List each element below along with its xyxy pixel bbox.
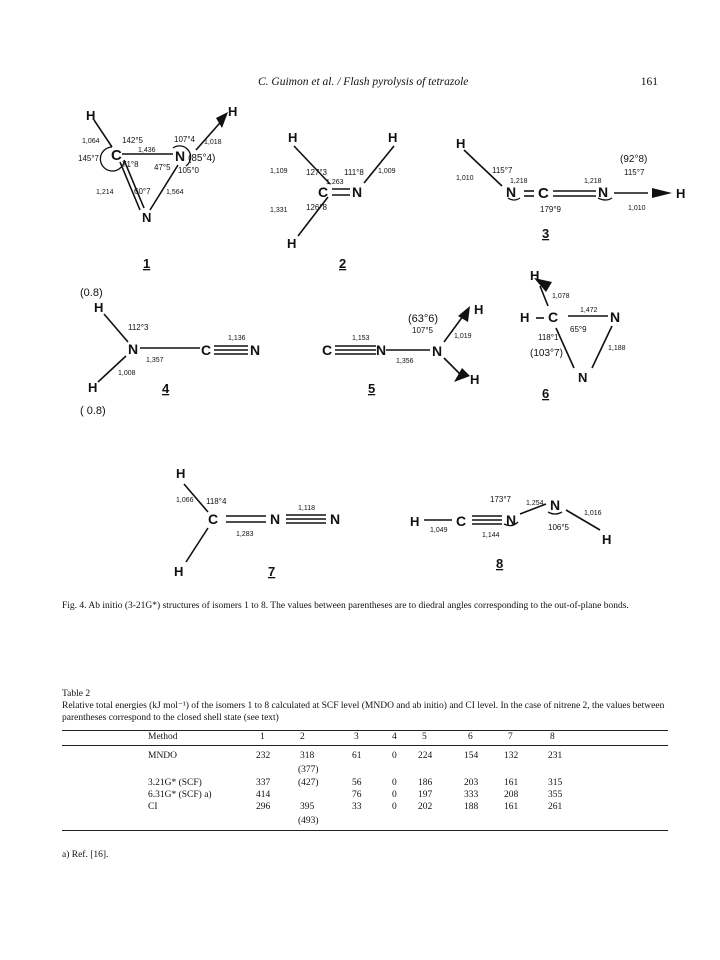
isomer-7-bond: 1,283 [236, 531, 254, 538]
isomer-2-atom-h-bottom: H [287, 236, 297, 251]
isomer-4-bond: 1,357 [146, 357, 164, 364]
isomer-1-angle: 145°7 [78, 154, 99, 163]
isomer-1-bond: 1,214 [96, 189, 114, 196]
isomer-5-atom-n-mid: N [376, 342, 387, 358]
isomer-7-bond: 1,066 [176, 497, 194, 504]
isomer-2-atom-h-top-right: H [388, 130, 398, 145]
isomer-5-dihedral: (63°6) [408, 313, 439, 325]
table-cell: 232 [256, 751, 271, 761]
isomer-7-angle: 118°4 [206, 497, 227, 506]
table-subrow [62, 764, 668, 777]
table-cell: 154 [464, 751, 479, 761]
isomer-8-angle: 173°7 [490, 495, 511, 504]
isomer-3-bond: 1,010 [628, 205, 646, 212]
header-method: Method [148, 732, 178, 742]
isomer-4-atom-h-top: H [94, 300, 104, 315]
table-cell: 315 [548, 778, 563, 788]
isomer-7-bond: 1,118 [298, 505, 315, 512]
isomer-5-atom-h-bottom: H [470, 372, 480, 387]
isomer-7-number: 7 [268, 564, 276, 579]
table-caption: Relative total energies (kJ mol⁻¹) of the isomers 1 to 8 calculated at SCF level (MNDO and ab initio) and CI level. In the case of nitrene 2, the values between parentheses correspond to the closed shell state (see text) [62, 701, 665, 723]
table-row [62, 801, 668, 815]
table-cell: 261 [548, 802, 563, 812]
isomer-2-atom-c: C [318, 184, 329, 200]
isomer-8-angle: 106°5 [548, 523, 569, 532]
figure-caption [62, 600, 668, 613]
isomer-8-atom-n-mid: N [506, 512, 517, 528]
row-method: 6.31G* (SCF) a) [148, 790, 212, 800]
isomer-4-dihedral-top: (0.8) [80, 287, 103, 299]
table-cell: 208 [504, 790, 519, 800]
header-col: 2 [300, 732, 305, 742]
isomer-1-bond: 1,436 [138, 147, 156, 154]
isomer-4-dihedral-bottom: ( 0.8) [80, 405, 106, 417]
table-cell: 224 [418, 751, 433, 761]
table-cell: 333 [464, 790, 479, 800]
table-cell: 0 [392, 778, 397, 788]
isomer-1-angle: 105°0 [178, 166, 199, 175]
isomer-1-dihedral: (85°4) [188, 153, 216, 164]
isomer-7-atom-c: C [208, 511, 219, 527]
isomer-1-angle: 60°7 [134, 187, 151, 196]
isomer-5-bond: 1,356 [396, 358, 414, 365]
table-cell: 56 [352, 778, 362, 788]
isomer-3-atom-h-left: H [456, 136, 466, 151]
isomer-6-number: 6 [542, 386, 550, 401]
table-cell: 33 [352, 802, 362, 812]
table-cell: 197 [418, 790, 433, 800]
table-cell: 296 [256, 802, 271, 812]
isomer-3-bond: 1,218 [510, 178, 528, 185]
isomer-3-bond: 1,010 [456, 175, 474, 182]
table-row [62, 750, 668, 764]
isomer-3-atom-n-right: N [598, 184, 609, 200]
isomer-2-angle: 111°8 [344, 168, 364, 177]
isomer-1-atom-n-bottom: N [142, 210, 152, 225]
row-method: 3.21G* (SCF) [148, 778, 202, 788]
isomer-5-number: 5 [368, 381, 376, 396]
isomer-8-bond: 1,049 [430, 527, 448, 534]
isomer-6-dihedral: (103°7) [530, 348, 563, 359]
isomer-8-atom-n-top: N [550, 497, 561, 513]
isomer-2-atom-h-top-left: H [288, 130, 298, 145]
isomer-3-angle: 115°7 [492, 166, 513, 175]
header-col: 3 [354, 732, 359, 742]
table-cell: 0 [392, 802, 397, 812]
row-method: MNDO [148, 751, 178, 761]
table-cell: (427) [298, 778, 319, 788]
isomer-6-bond: 1,188 [608, 345, 626, 352]
isomer-3-bond: 1,218 [584, 178, 602, 185]
isomer-3-atom-n-left: N [506, 184, 517, 200]
isomer-7-atom-h-top: H [176, 466, 186, 481]
table-cell: 188 [464, 802, 479, 812]
figure-caption-text: Ab initio (3-21G*) structures of isomers 1 to 8. The values between parentheses are to diedral angles corresponding to the out-of-plane bonds. [88, 601, 629, 611]
isomer-1-angle: 47°5 [154, 163, 171, 172]
isomer-4-angle: 112°3 [128, 323, 149, 332]
isomer-3-dihedral: (92°8) [620, 154, 648, 165]
isomer-4-atom-n: N [128, 341, 139, 357]
energy-table [62, 730, 668, 831]
isomer-1-angle: 107°4 [174, 135, 195, 144]
isomer-4-bond: 1,008 [118, 370, 136, 377]
table-cell: 203 [464, 778, 479, 788]
table-header-rule [62, 745, 668, 746]
table-header-row [62, 731, 668, 745]
header-col: 6 [468, 732, 473, 742]
isomer-5-atom-c: C [322, 342, 333, 358]
table-subrow [62, 815, 668, 828]
table-cell: 355 [548, 790, 563, 800]
header-col: 8 [550, 732, 555, 742]
row-method: CI [148, 802, 158, 812]
table-bottom-rule [62, 830, 668, 831]
isomer-6-atom-h-left: H [520, 310, 530, 325]
running-title: C. Guimon et al. / Flash pyrolysis of tetrazole [258, 76, 469, 88]
header-col: 5 [422, 732, 427, 742]
isomer-8-atom-h-right: H [602, 532, 612, 547]
isomer-5-atom-h-top: H [474, 302, 484, 317]
isomer-3-atom-h-right: H [676, 186, 686, 201]
isomer-5-bond: 1,153 [352, 335, 370, 342]
isomer-6-atom-c: C [548, 309, 559, 325]
header-col: 1 [260, 732, 265, 742]
isomer-1-bond: 1,564 [166, 189, 184, 196]
isomer-2-number: 2 [339, 256, 347, 271]
table-cell-sub: (493) [298, 816, 319, 826]
isomer-8-atom-c: C [456, 513, 467, 529]
isomer-8-bond: 1,016 [584, 510, 602, 517]
table-label: Table 2 [62, 689, 91, 699]
table-cell: 76 [352, 790, 362, 800]
table-cell: 161 [504, 802, 519, 812]
isomer-1-atom-n-right: N [175, 148, 186, 164]
isomer-4-atom-h-bottom: H [88, 380, 98, 395]
table-cell: 132 [504, 751, 519, 761]
isomer-2-bond: 1,109 [270, 168, 288, 175]
isomer-4-atom-c: C [201, 342, 212, 358]
table-cell: 186 [418, 778, 433, 788]
isomer-5-atom-n: N [432, 343, 443, 359]
isomer-3-angle: 179°9 [540, 205, 561, 214]
isomer-2-bond: 1,331 [270, 207, 288, 214]
isomer-2-bond: 1,263 [326, 179, 344, 186]
isomer-7-atom-n-end: N [330, 511, 341, 527]
isomer-6-angle: 118°1 [538, 333, 559, 342]
isomer-7-atom-n-mid: N [270, 511, 281, 527]
isomer-5-angle: 107°5 [412, 326, 433, 335]
isomer-1-number: 1 [143, 256, 151, 271]
isomer-4-atom-n-end: N [250, 342, 261, 358]
isomer-1-bond: 1,018 [204, 139, 222, 146]
isomer-4-bond: 1,136 [228, 335, 246, 342]
isomer-6-atom-h-top: H [530, 268, 540, 283]
isomer-1-bond: 1,064 [82, 138, 100, 145]
table-cell: 318 [300, 751, 315, 761]
table-cell: 61 [352, 751, 362, 761]
isomer-8-bond: 1,254 [526, 500, 544, 507]
isomer-8-bond: 1,144 [482, 532, 500, 539]
isomer-6-angle: 65°9 [570, 325, 587, 334]
isomer-3-angle: 115°7 [624, 168, 645, 177]
isomer-3-atom-c: C [538, 185, 549, 202]
table-2 [62, 688, 668, 831]
table-cell-sub: (377) [298, 765, 319, 775]
table-cell: 0 [392, 790, 397, 800]
isomer-2-atom-n: N [352, 184, 363, 200]
isomer-1-atom-h-left: H [86, 108, 96, 123]
isomer-5-bond: 1,019 [454, 333, 472, 340]
table-cell: 161 [504, 778, 519, 788]
isomer-3-number: 3 [542, 226, 550, 241]
isomer-6-bond: 1,078 [552, 293, 570, 300]
isomer-6-bond: 1,472 [580, 307, 598, 314]
page-number: 161 [640, 76, 658, 88]
isomer-1-atom-h-right: H [228, 104, 238, 119]
isomer-2-angle: 127°3 [306, 168, 327, 177]
footnote: a) Ref. [16]. [62, 850, 109, 860]
table-cell: 202 [418, 802, 433, 812]
isomer-1-angle: 71°8 [122, 160, 139, 169]
figure-4-structures [0, 90, 720, 590]
isomer-4-number: 4 [162, 381, 170, 396]
table-cell: 395 [300, 802, 315, 812]
table-cell: 414 [256, 790, 271, 800]
figure-caption-label: Fig. 4. [62, 601, 87, 611]
isomer-8-atom-h-left: H [410, 514, 420, 529]
table-cell: 337 [256, 778, 271, 788]
isomer-8-number: 8 [496, 556, 504, 571]
table-cell: 231 [548, 751, 563, 761]
header-col: 4 [392, 732, 397, 742]
isomer-6-atom-n-right: N [610, 309, 621, 325]
header-col: 7 [508, 732, 513, 742]
table-cell: 0 [392, 751, 397, 761]
isomer-1-angle: 142°5 [122, 136, 143, 145]
isomer-7-atom-h-bottom: H [174, 564, 184, 579]
isomer-6-atom-n-bottom: N [578, 370, 588, 385]
isomer-2-angle: 126°8 [306, 203, 327, 212]
isomer-2-bond: 1,009 [378, 168, 396, 175]
isomer-1-atom-c: C [111, 147, 122, 164]
